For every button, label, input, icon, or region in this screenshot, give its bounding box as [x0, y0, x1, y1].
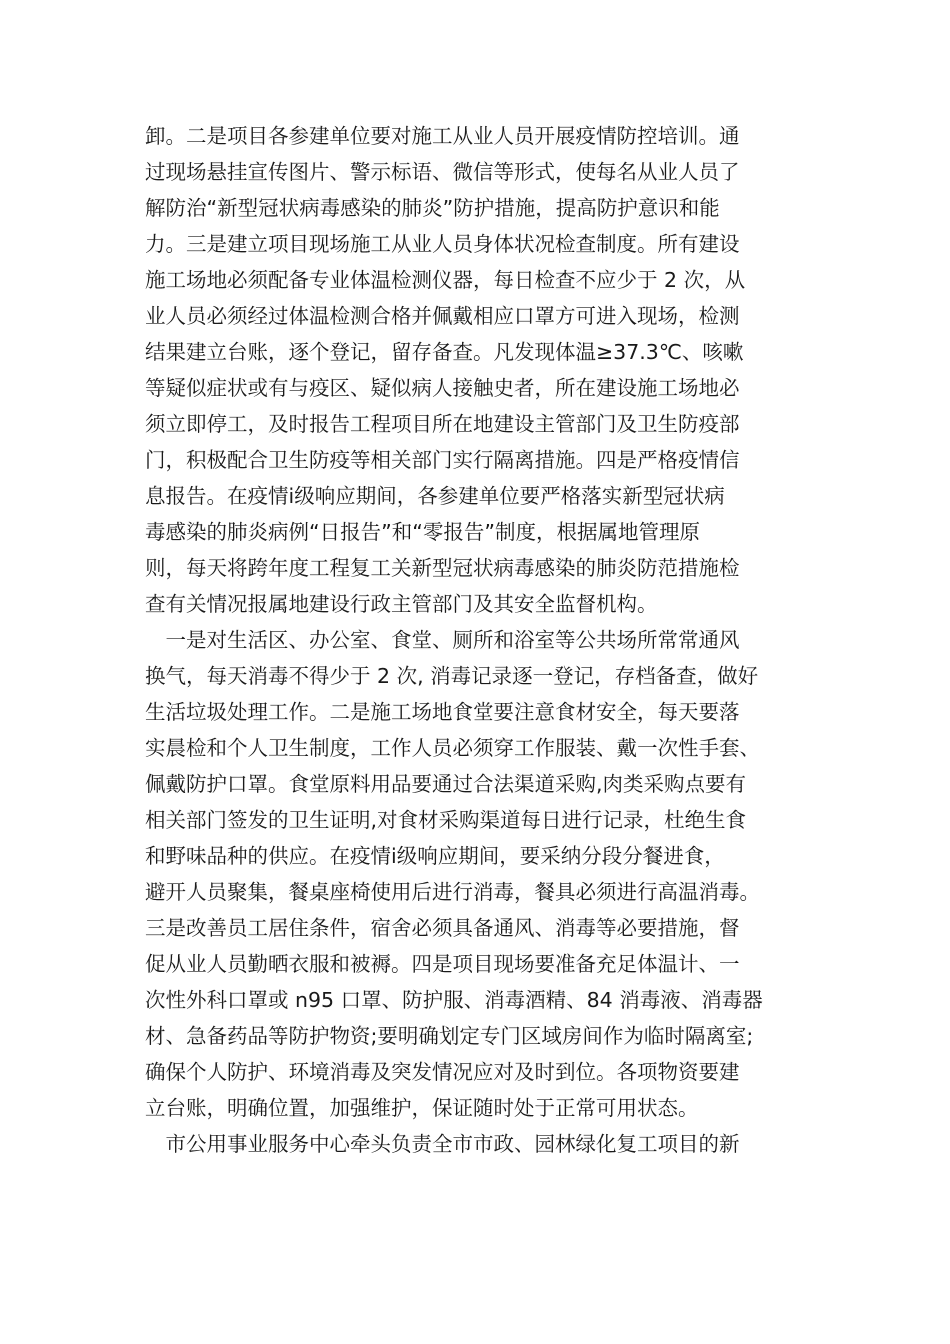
text-line: 三是改善员工居住条件，宿舍必须具备通风、消毒等必要措施，督 — [145, 916, 740, 940]
text-line: 毒感染的肺炎病例“日报告”和“零报告”制度，根据属地管理原 — [145, 520, 700, 544]
text-line: 市公用事业服务中心牵头负责全市市政、园林绿化复工项目的新 — [145, 1132, 740, 1156]
text-line: 查有关情况报属地建设行政主管部门及其安全监督机构。 — [145, 592, 658, 616]
text-line: 等疑似症状或有与疫区、疑似病人接触史者，所在建设施工场地必 — [145, 376, 740, 400]
text-line: 相关部门签发的卫生证明,对食材采购渠道每日进行记录，杜绝生食 — [145, 808, 747, 832]
text-line: 换气，每天消毒不得少于 2 次, 消毒记录逐一登记，存档备查，做好 — [145, 664, 759, 688]
text-line: 实晨检和个人卫生制度，工作人员必须穿工作服装、戴一次性手套、 — [145, 736, 760, 760]
text-line: 过现场悬挂宣传图片、警示标语、微信等形式，使每名从业人员了 — [145, 160, 740, 184]
text-line: 生活垃圾处理工作。二是施工场地食堂要注意食材安全，每天要落 — [145, 700, 740, 724]
text-line: 立台账，明确位置，加强维护，保证随时处于正常可用状态。 — [145, 1096, 699, 1120]
text-line: 避开人员聚集，餐桌座椅使用后进行消毒，餐具必须进行高温消毒。 — [145, 880, 760, 904]
text-line: 卸。二是项目各参建单位要对施工从业人员开展疫情防控培训。通 — [145, 124, 740, 148]
text-line: 须立即停工，及时报告工程项目所在地建设主管部门及卫生防疫部 — [145, 412, 740, 436]
text-line: 则，每天将跨年度工程复工关新型冠状病毒感染的肺炎防范措施检 — [145, 556, 740, 580]
text-line: 结果建立台账，逐个登记，留存备查。凡发现体温≥37.3℃、咳嗽 — [145, 340, 744, 364]
body-text — [145, 118, 810, 1162]
text-line: 施工场地必须配备专业体温检测仪器，每日检查不应少于 2 次，从 — [145, 268, 746, 292]
text-line: 息报告。在疫情ⅰ级响应期间，各参建单位要严格落实新型冠状病 — [145, 484, 725, 508]
text-line: 佩戴防护口罩。食堂原料用品要通过合法渠道采购,肉类采购点要有 — [145, 772, 747, 796]
text-line: 次性外科口罩或 n95 口罩、防护服、消毒酒精、84 消毒液、消毒器 — [145, 988, 763, 1012]
text-line: 材、急备药品等防护物资;要明确划定专门区域房间作为临时隔离室; — [145, 1024, 754, 1048]
text-line: 促从业人员勤晒衣服和被褥。四是项目现场要准备充足体温计、一 — [145, 952, 740, 976]
text-line: 解防治“新型冠状病毒感染的肺炎”防护措施，提高防护意识和能 — [145, 196, 720, 220]
text-line: 业人员必须经过体温检测合格并佩戴相应口罩方可进入现场，检测 — [145, 304, 740, 328]
text-line: 确保个人防护、环境消毒及突发情况应对及时到位。各项物资要建 — [145, 1060, 740, 1084]
text-line: 门，积极配合卫生防疫等相关部门实行隔离措施。四是严格疫情信 — [145, 448, 740, 472]
text-line: 和野味品种的供应。在疫情ⅰ级响应期间，要采纳分段分餐进食， — [145, 844, 725, 868]
text-line: 一是对生活区、办公室、食堂、厕所和浴室等公共场所常常通风 — [145, 628, 740, 652]
text-line: 力。三是建立项目现场施工从业人员身体状况检查制度。所有建设 — [145, 232, 740, 256]
